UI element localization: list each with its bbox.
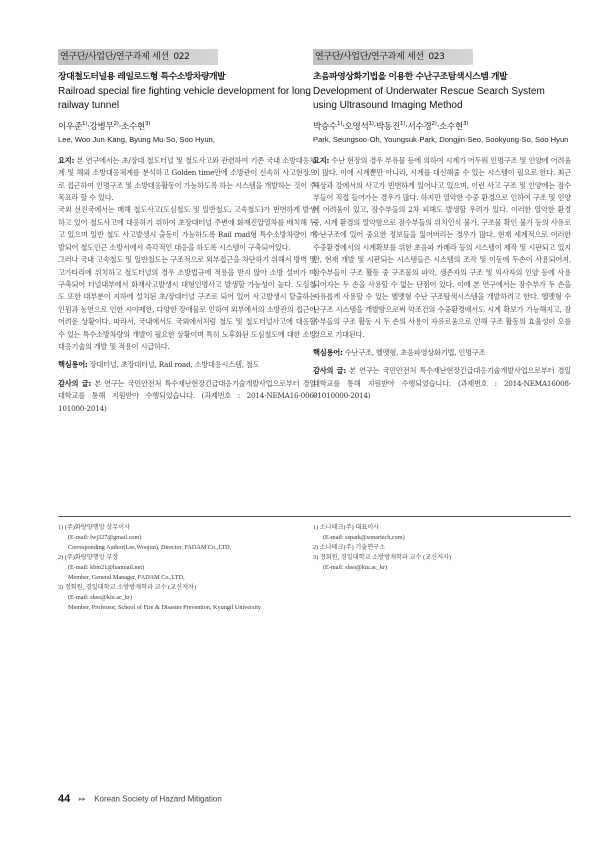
footnote-line: (E-mail: lwj327@gmail.com) (68, 534, 142, 541)
footnote-line: 3) 정회원, 경일대학교 소방방재학과 교수 (교신저자) (313, 554, 452, 561)
author-name: 이우준 (58, 121, 83, 132)
author-affiliation: 3) (145, 121, 151, 127)
session-tag (58, 49, 218, 65)
footnote-line: Member, General Manager, FADAM Co.,LTD, (68, 574, 185, 581)
ack-label: 감사의 글: (313, 366, 347, 376)
page-footer (58, 790, 222, 804)
author-name: 소수현 (121, 121, 146, 132)
abstract-label: 요지: (58, 155, 75, 165)
footnote-line: Corresponding Author(Lee,Woojun), Director, FADAM Co.,LTD, (68, 544, 232, 551)
footnote-line: Member, Professor, School of Fire & Disaster Prevention, Kyungil University (68, 604, 262, 611)
author-affiliation: 2) (431, 121, 437, 127)
abstract (313, 155, 571, 341)
left-footnotes (58, 516, 316, 613)
author-affiliation: 1) (368, 121, 374, 127)
footnote-line: 2) (주)화랑양행앙 부장 (58, 554, 119, 561)
ack-label: 감사의 글: (58, 378, 92, 388)
author-name: 소수현 (439, 121, 464, 132)
keywords-label: 핵심용어: (58, 360, 88, 370)
footnote-line: (E-mail: sspark@sonartech,com) (323, 534, 405, 541)
footnote-line: (E-mail: shso@kiu.ac_kr) (323, 564, 388, 571)
footnote-line: 3) 정회원, 경일대학교 소방방재학과 교수 (교신저자) (58, 584, 197, 591)
article-title-ko: 초음파영상화기법을 이용한 수난구조탐색시스템 개발 (313, 72, 508, 82)
footnote-line: (E-mail: kbm21@hanmail.net) (68, 564, 145, 571)
author-name: 강병무 (89, 121, 114, 132)
abstract-paragraph: 국외 선진국에서는 매해 철도사고(도심철도 및 일반철도, 고속철도)가 빈번하게 발생하고 있어 철도사고에 대응하기 위하여 초장대터널 주변에 화재진압열차를 배치해 두고 있으며 일반 철도 사고발생시 출동이 가능하도록 Rail road형 특수소방차량이 개발되어 철도인근 소방서에서 즉각적인 대응을 하도록 시스템이 구축되어있다. (58, 205, 316, 252)
society-name: Korean Society of Hazard Mitigation (94, 794, 222, 804)
author-affiliation: 3) (463, 121, 469, 127)
acknowledgement (58, 378, 316, 415)
article-title-ko: 장대철도터널용 레일로드형 특수소방차량개발 (58, 72, 226, 82)
article-title-en: Development of Underwater Rescue Search System using Ultrasound Imaging Method (313, 86, 545, 111)
authors-ko: 이우준$^{1)}$·강병무$^{2)}$·소수현$^{3)}$ (58, 121, 151, 132)
footnote-line: 2) 소나테크(주) 기술연구소 (313, 544, 386, 551)
abstract (58, 155, 316, 354)
author-name: 오영석 (344, 121, 369, 132)
ack-text: 본 연구는 국민안전처 특수재난현장긴급대응기술개발사업으로부터 경일대학교를 통해 지원받아 수행되었습니다. (과제번호 : 2014-NEMA16008-01010000-2014) (313, 366, 571, 401)
keywords-text: 수난구조, 헬멧형, 초음파영상화기법, 인명구조 (344, 347, 486, 357)
author-affiliation: 1) (337, 121, 343, 127)
keywords (313, 347, 571, 359)
abstract-paragraph (313, 155, 571, 341)
author-affiliation: 2) (113, 121, 119, 127)
authors-en: Lee, Woo Jun·Kang, Byung Mu·So, Soo Hyun, (58, 134, 215, 144)
right-article (313, 49, 571, 403)
authors-ko: 박승수$^{1)}$·오영석$^{1)}$·박동진$^{1)}$·서수경$^{2)}$·소수현$^{3)}$ (313, 121, 469, 132)
author-name: 서수경 (407, 121, 432, 132)
right-footnotes (313, 516, 571, 573)
abstract-paragraph: 그러나 국내 고속철도 및 일반철도는 구조적으로 외부접근을 차단하기 위해서 방벽 및 고가타리에 위치하고 철도터널의 경우 소방법규에 적용을 받지 않아 소방 설비가 미 구축되어 터널내부에서 화재사고발생시 대형인명사고 발생할 가능성이 높다. 도심철도 또한 대부분이 지하에 설치된 초/장대터널 구조로 되어 있어 사고발생시 탈출하는 인원과 농연으로 인한 시야제한, 다양한 장애물로 인하여 외부에서의 소방관의 접근이 어려운 상황이다. 따라서, 국내에서도 국외에서처럼 철도 및 철도터널사고에 대응할 수 있는 특수소방차량의 개발이 필요한 상황이며 특히 노후화된 도심철도에 대한 소방대응기술의 개발 및 적용이 시급하다. (58, 255, 316, 351)
keywords-text: 장대터널, 초장대터널, Rail road, 소방대응시스템, 철도 (89, 360, 260, 370)
article-title-en: Railroad special fire fighting vehicle development for long railway tunnel (58, 86, 311, 111)
double-arrow-icon: ▸▸ (78, 795, 86, 803)
session-label: 연구단/사업단/연구과제 세션 (60, 52, 169, 62)
abstract-text: 수난 현장의 경우 부유물 등에 의하여 시계가 어두워 인명구조 및 인양에 어려움이 많다. 이에 시계뿐만 아니라, 시계를 대신해줄 수 있는 시스템이 필요로 한다. 최근 해상과 강에서의 사고가 빈번하게 일어나고 있으며, 이런 사고 구조 및 인양에는 잠수부들이 직접 들어가는 경우가 많다. 하지만 열악한 수중 환경으로 인하여 구조 및 인양에 어려움이 있고, 잠수부들의 2차 피해도 발생할 우려가 있다. 이러한 열악한 환경 중, 시계 환경의 열악함으로 잠수부들의 위치인식 불가, 구조물 확인 불가 등의 사유로 수난구조에 있어 중요한 정보들을 잃어버리는 경우가 많다. 현재 세계적으로 이러한 수중환경에서의 시계확보를 위한 초음파 카메라 등의 시스템이 제작 및 시판되고 있지만, 현재 개발 및 시판되는 시스템들은 시스템의 조작 및 이동에 두손이 사용되어져, 잠수부들이 구조 활동 중 구조물의 파악, 생존자의 구조 및 익사자의 인양 등에 사용 되어지는 두 손을 사용할 수 없는 단점이 있다. 이에 본 연구에서는 잠수부가 두 손을 자유롭게 사용할 수 있는 헬멧형 수난 구조탐색시스템을 개발하려고 한다. 헬멧형 수난구조 시스템을 개발함으로써 악조건의 수중환경에서도 시계 확보가 가능해지고, 잠수부들의 구조 활동 시 두 손의 사용이 자유로움으로 인해 구조 활동의 효율성이 오를 것으로 기대된다. (313, 155, 571, 339)
footnote-line: 1) 소나테크(주) 대표이사 (313, 524, 380, 531)
session-tag (313, 49, 473, 65)
acknowledgement (313, 365, 571, 402)
footnote-line: (E-mail: shso@kiu.ac_kr) (68, 594, 133, 601)
left-article (58, 49, 316, 415)
abstract-text: 본 연구에서는 초/장대 철도터널 및 철도사고와 관련하여 기존 국내 소방대응체계 및 해외 소방대응체계를 분석하고 Golden time안에 소방관이 신속히 사고현장으로 접근하여 인명구조 및 소방대응활동이 가능하도록 하는 시스템을 개발하는 것이 주목표라 할 수 있다. (58, 155, 316, 203)
ack-text: 본 연구는 국민안전처 특수재난현장긴급대응기술개발사업으로부터 경일대학교를 통해 지원받아 수행되었습니다. (과제번호 : 2014-NEMA16-006-101000-2014) (58, 378, 316, 413)
author-name: 박승수 (313, 121, 338, 132)
abstract-paragraph (58, 155, 316, 205)
abstract-label: 요지: (313, 155, 330, 165)
session-code: 023 (428, 52, 445, 62)
authors-en: Park, Seungsoo·Oh, Youngsuk·Park, Dongjin·Seo, Sookyung·So, Soo Hyun (313, 134, 569, 144)
page-number: 44 (58, 792, 71, 805)
author-name: 박동진 (376, 121, 401, 132)
session-label: 연구단/사업단/연구과제 세션 (315, 52, 424, 62)
footnote-line: 1) (주)화랑양행앙 상무이사 (58, 524, 131, 531)
keywords (58, 359, 316, 371)
author-affiliation: 1) (400, 121, 406, 127)
author-affiliation: 1) (82, 121, 88, 127)
keywords-label: 핵심용어: (313, 347, 343, 357)
session-code: 022 (173, 52, 190, 62)
